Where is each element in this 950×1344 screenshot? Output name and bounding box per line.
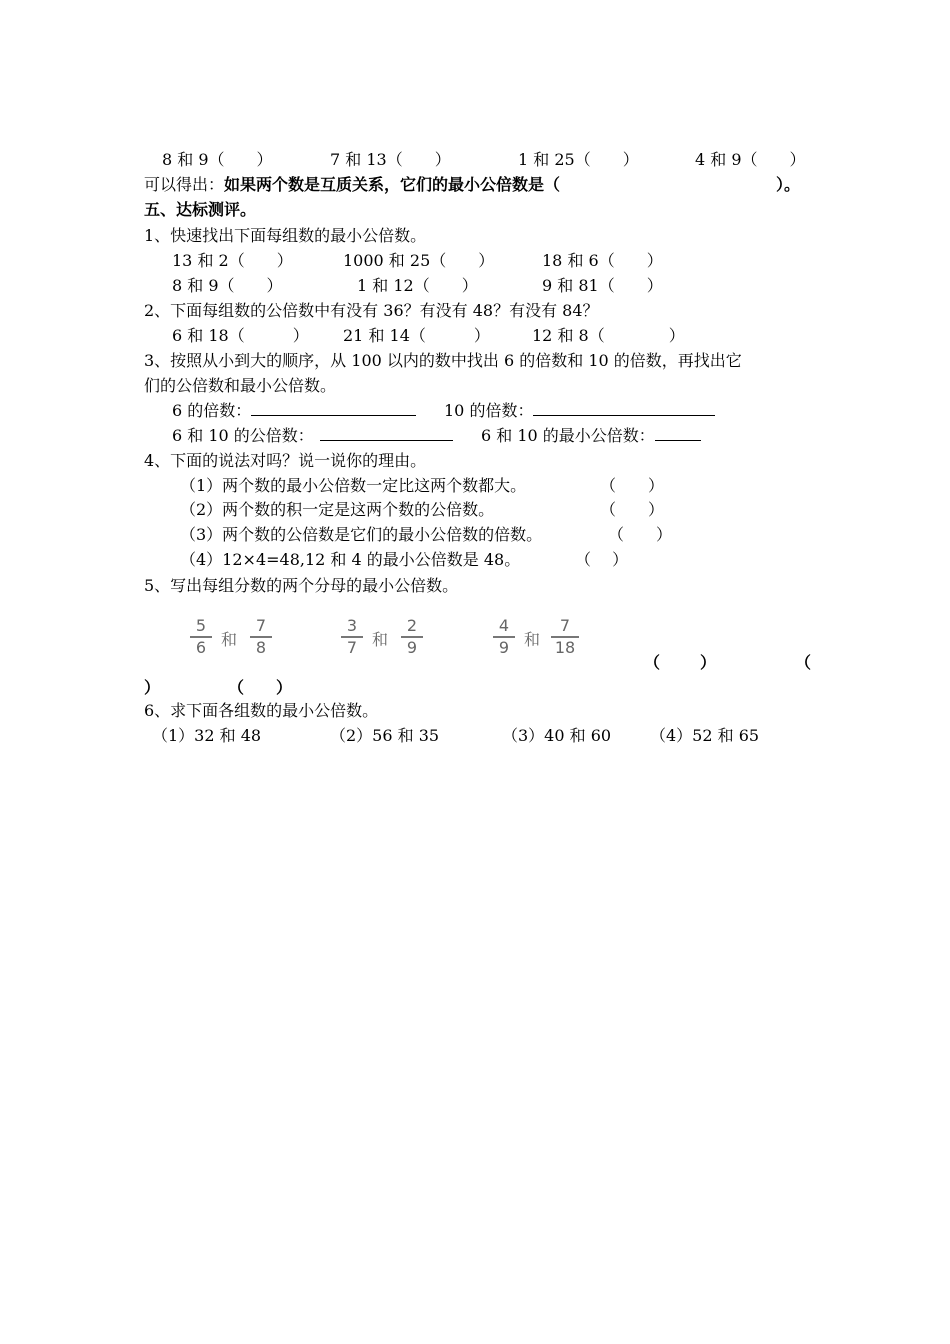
q3-common-multiples-row bbox=[172, 426, 453, 446]
and-label: 和 bbox=[372, 630, 389, 649]
top-pair-3: 1 和 25（ ） bbox=[518, 150, 639, 169]
q3-title-line2: 们的公倍数和最小公倍数。 bbox=[144, 376, 337, 395]
q1-item: 1 和 12（ ） bbox=[357, 276, 478, 295]
q1-title: 1、快速找出下面每组数的最小公倍数。 bbox=[144, 226, 427, 245]
q1-item: 13 和 2（ ） bbox=[172, 251, 293, 270]
fraction-3-7: 3 7 bbox=[341, 617, 363, 657]
and-label: 和 bbox=[524, 630, 541, 649]
q3-lcm-row bbox=[481, 426, 701, 446]
q1-item: 8 和 9（ ） bbox=[172, 276, 283, 295]
q1-item: 9 和 81（ ） bbox=[542, 276, 663, 295]
q3-six-multiples-row bbox=[172, 401, 416, 421]
q4-title: 4、下面的说法对吗？说一说你的理由。 bbox=[144, 451, 427, 470]
q5-answer-paren-close-2[interactable]: ） bbox=[144, 678, 161, 697]
lcm-blank[interactable] bbox=[655, 426, 701, 441]
q5-answer-paren-close-1[interactable]: ） bbox=[700, 653, 717, 672]
six-multiples-label: 6 的倍数： bbox=[172, 401, 252, 420]
lcm-label: 6 和 10 的最小公倍数： bbox=[481, 426, 655, 445]
q5-answer-paren-3[interactable]: （ ） bbox=[228, 678, 293, 697]
fraction-4-9: 4 9 bbox=[493, 617, 515, 657]
q6-item: （1）32 和 48 bbox=[152, 726, 262, 745]
ten-multiples-label: 10 的倍数： bbox=[444, 401, 534, 420]
q4-answer-paren-3[interactable]: （ ） bbox=[608, 525, 673, 544]
q2-item: 6 和 18（ ） bbox=[172, 326, 309, 345]
q3-title-line1: 3、按照从小到大的顺序，从 100 以内的数中找出 6 的倍数和 10 的倍数，再找出它 bbox=[144, 351, 742, 370]
q4-answer-paren-1[interactable]: （ ） bbox=[600, 476, 665, 495]
fraction-2-9: 2 9 bbox=[401, 617, 423, 657]
q4-answer-paren-2[interactable]: （ ） bbox=[600, 500, 665, 519]
common-multiples-blank[interactable] bbox=[320, 426, 453, 441]
top-pair-2: 7 和 13（ ） bbox=[330, 150, 451, 169]
q1-item: 1000 和 25（ ） bbox=[343, 251, 495, 270]
q6-title: 6、求下面各组数的最小公倍数。 bbox=[144, 701, 379, 720]
q6-item: （4）52 和 65 bbox=[650, 726, 760, 745]
q5-answer-paren-open-2[interactable]: （ bbox=[795, 653, 812, 672]
q4-statement-4: （4）12×4=48,12 和 4 的最小公倍数是 48。 bbox=[180, 550, 521, 569]
conclusion-prefix: 可以得出： bbox=[144, 175, 225, 194]
q3-ten-multiples-row bbox=[444, 401, 715, 421]
q4-statement-1: （1）两个数的最小公倍数一定比这两个数都大。 bbox=[180, 476, 527, 495]
common-multiples-label: 6 和 10 的公倍数： bbox=[172, 426, 314, 445]
q6-item: （3）40 和 60 bbox=[502, 726, 612, 745]
q4-answer-paren-4[interactable]: （ ） bbox=[575, 550, 629, 569]
top-pair-4: 4 和 9（ ） bbox=[695, 150, 806, 169]
and-label: 和 bbox=[221, 630, 238, 649]
q2-item: 12 和 8（ ） bbox=[532, 326, 685, 345]
q2-item: 21 和 14（ ） bbox=[343, 326, 490, 345]
fraction-7-18: 7 18 bbox=[551, 617, 579, 657]
ten-multiples-blank[interactable] bbox=[533, 401, 715, 416]
top-pair-1: 8 和 9（ ） bbox=[162, 150, 273, 169]
q1-item: 18 和 6（ ） bbox=[542, 251, 663, 270]
q4-statement-3: （3）两个数的公倍数是它们的最小公倍数的倍数。 bbox=[180, 525, 543, 544]
conclusion-statement: 如果两个数是互质关系，它们的最小公倍数是（ bbox=[224, 175, 561, 194]
fraction-7-8: 7 8 bbox=[250, 617, 272, 657]
q5-title: 5、写出每组分数的两个分母的最小公倍数。 bbox=[144, 576, 459, 595]
q4-statement-2: （2）两个数的积一定是这两个数的公倍数。 bbox=[180, 500, 495, 519]
q5-answer-paren-open-1[interactable]: （ bbox=[644, 653, 661, 672]
conclusion-close: ）。 bbox=[776, 175, 801, 194]
q2-title: 2、下面每组数的公倍数中有没有 36？有没有 48？有没有 84？ bbox=[144, 301, 599, 320]
section-title: 五、达标测评。 bbox=[144, 200, 257, 219]
fraction-5-6: 5 6 bbox=[190, 617, 212, 657]
conclusion-line bbox=[144, 175, 560, 195]
q6-item: （2）56 和 35 bbox=[330, 726, 440, 745]
six-multiples-blank[interactable] bbox=[251, 401, 416, 416]
